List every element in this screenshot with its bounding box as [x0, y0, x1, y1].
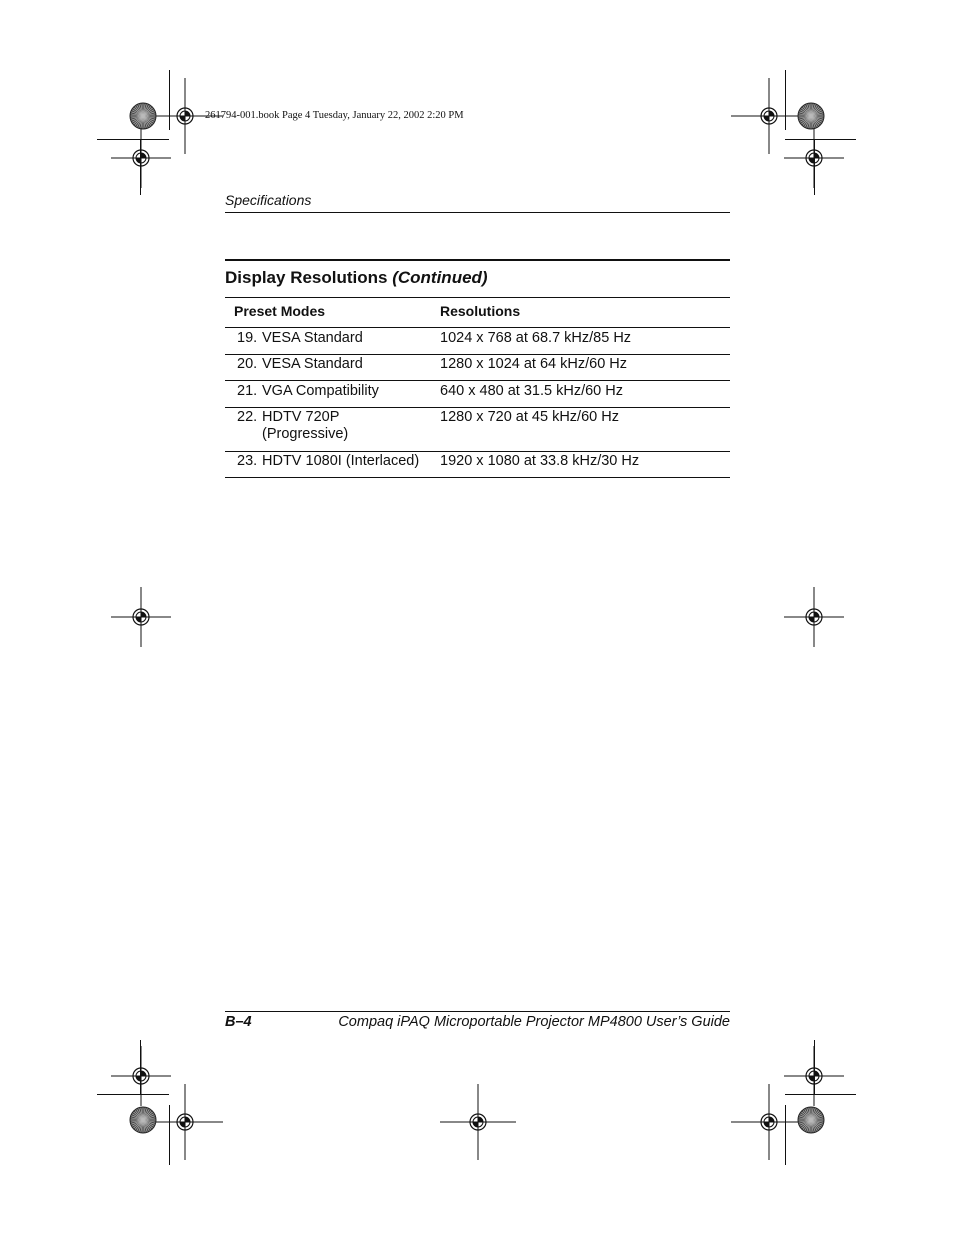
- table-top-rule: [225, 259, 730, 261]
- row-rule: [225, 354, 730, 355]
- preset-mode-continued: (Progressive): [262, 426, 349, 442]
- row-rule: [225, 380, 730, 381]
- registration-target-icon: [111, 128, 171, 188]
- resolution: 1280 x 1024 at 64 kHz/60 Hz: [440, 356, 628, 372]
- preset-mode: VGA Compatibility: [262, 383, 379, 399]
- registration-target-icon: [784, 587, 844, 647]
- row-number: 21.: [237, 383, 258, 399]
- starburst-icon: [130, 103, 156, 129]
- preset-mode: VESA Standard: [262, 330, 363, 346]
- resolution: 1920 x 1080 at 33.8 kHz/30 Hz: [440, 453, 640, 469]
- row-number: 19.: [237, 330, 258, 346]
- print-slug: 261794-001.book Page 4 Tuesday, January 22, 2002 2:20 PM: [205, 110, 464, 121]
- registration-target-icon: [784, 128, 844, 188]
- row-number: 22.: [237, 409, 258, 425]
- row-rule: [225, 327, 730, 328]
- row-rule: [225, 407, 730, 408]
- header-rule: [225, 212, 730, 213]
- table-bottom-rule: [225, 477, 730, 478]
- preset-mode: VESA Standard: [262, 356, 363, 372]
- registration-target-icon: [111, 587, 171, 647]
- resolution: 1280 x 720 at 45 kHz/60 Hz: [440, 409, 619, 425]
- resolution: 1024 x 768 at 68.7 kHz/85 Hz: [440, 330, 632, 346]
- table-header-rule: [225, 297, 730, 298]
- running-head: Specifications: [225, 192, 312, 208]
- preset-mode: HDTV 1080I (Interlaced): [262, 453, 420, 469]
- row-number: 20.: [237, 356, 258, 372]
- table-title-suffix: (Continued): [392, 268, 488, 287]
- column-header-preset-modes: Preset Modes: [234, 303, 326, 319]
- starburst-icon: [798, 1107, 824, 1133]
- registration-target-icon: [147, 1084, 223, 1160]
- starburst-icon: [130, 1107, 156, 1133]
- table-title: [225, 268, 488, 288]
- column-header-resolutions: Resolutions: [440, 303, 521, 319]
- registration-target-icon: [440, 1084, 516, 1160]
- footer-rule: [225, 1011, 730, 1012]
- row-number: 23.: [237, 453, 258, 469]
- page-number: B–4: [225, 1014, 252, 1030]
- table-title-text: Display Resolutions: [225, 268, 388, 287]
- preset-mode: HDTV 720P: [262, 409, 340, 425]
- registration-target-icon: [731, 1084, 807, 1160]
- resolution: 640 x 480 at 31.5 kHz/60 Hz: [440, 383, 623, 399]
- guide-title: Compaq iPAQ Microportable Projector MP4800 User’s Guide: [338, 1014, 730, 1030]
- starburst-icon: [798, 103, 824, 129]
- row-rule: [225, 451, 730, 452]
